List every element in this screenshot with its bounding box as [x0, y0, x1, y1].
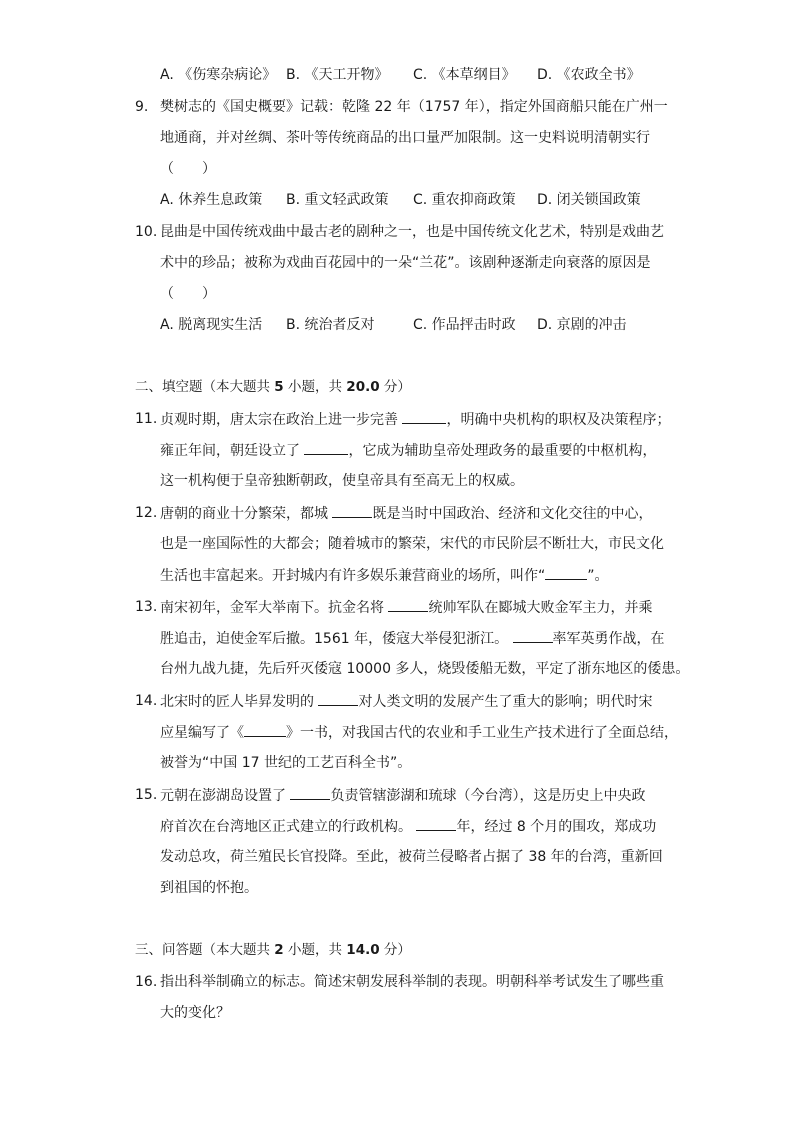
q11-text-1b: ，明确中央机构的职权及决策程序； — [446, 412, 671, 428]
q14-line-2 — [160, 722, 678, 743]
q10-number: 10. — [135, 224, 158, 240]
section-qa-heading — [135, 940, 411, 960]
q15-line-3: 发动总攻，荷兰殖民长官投降。至此，被荷兰侵略者占据了 38 年的台湾，重新回 — [160, 849, 663, 865]
q12-number: 12. — [135, 505, 158, 521]
section3-mid: 小题，共 — [283, 942, 347, 958]
section-fill-in-heading — [135, 377, 411, 397]
section2-prefix: 二、填空题（本大题共 — [135, 379, 275, 395]
q11-text-2b: ，它成为辅助皇帝处理政务的最重要的中枢机构， — [348, 443, 657, 459]
q10-line-2: 术中的珍品；被称为戏曲百花园中的一朵“兰花”。该剧种逐渐走向衰落的原因是 — [160, 255, 651, 271]
q10-line-1: 昆曲是中国传统戏曲中最古老的剧种之一，也是中国传统文化艺术，特别是戏曲艺 — [160, 224, 664, 240]
q13-line-1 — [160, 597, 652, 618]
q15-text-2b: 年，经过 8 个月的围攻，郑成功 — [456, 819, 657, 835]
section2-suffix: 分） — [379, 379, 411, 395]
q13-blank-2[interactable] — [513, 628, 553, 643]
q15-blank-1[interactable] — [290, 785, 330, 800]
q12-line-3 — [160, 565, 609, 586]
q12-text-1b: 既是当时中国政治、经济和文化交往的中心， — [372, 506, 653, 522]
q13-text-1b: 统帅军队在郾城大败金军主力，并乘 — [428, 600, 653, 616]
q13-text-2b: 率军英勇作战，在 — [552, 631, 665, 647]
q15-blank-2[interactable] — [416, 816, 456, 831]
q9-option-d: D. 闭关锁国政策 — [537, 192, 641, 208]
q16-number: 16. — [135, 974, 158, 990]
q12-text-3b: ”。 — [587, 568, 609, 584]
q11-line-2 — [160, 440, 656, 461]
q14-text-1a: 北宋时的匠人毕昇发明的 — [160, 694, 319, 710]
q11-blank-2[interactable] — [304, 440, 348, 455]
q10-option-c: C. 作品抨击时政 — [413, 317, 516, 333]
q9-option-a: A. 休养生息政策 — [160, 192, 263, 208]
q12-line-1 — [160, 503, 652, 524]
q14-number: 14. — [135, 693, 158, 709]
q15-number: 15. — [135, 787, 158, 803]
q14-blank-1[interactable] — [318, 691, 358, 706]
q14-line-3: 被誉为“中国 17 世纪的工艺百科全书”。 — [160, 755, 412, 771]
q11-number: 11. — [135, 411, 158, 427]
q12-blank-2[interactable] — [545, 565, 587, 580]
q14-line-1 — [160, 691, 652, 712]
q13-text-1a: 南宋初年，金军大举南下。抗金名将 — [160, 600, 389, 616]
q13-line-3: 台州九战九捷，先后歼灭倭寇 10000 多人，烧毁倭船无数，平定了浙东地区的倭患。 — [160, 661, 690, 677]
q10-option-b: B. 统治者反对 — [286, 317, 375, 333]
section2-mid: 小题，共 — [283, 379, 347, 395]
q14-text-2b: 》一书，对我国古代的农业和手工业生产技术进行了全面总结， — [286, 725, 678, 741]
q15-line-2 — [160, 816, 656, 837]
q12-blank-1[interactable] — [332, 503, 372, 518]
q14-blank-2[interactable] — [244, 722, 286, 737]
q9-number: 9. — [135, 99, 149, 115]
q8-option-b: B. 《天工开物》 — [286, 67, 389, 83]
q8-option-c: C. 《本草纲目》 — [413, 67, 516, 83]
q9-option-c: C. 重农抑商政策 — [413, 192, 516, 208]
section2-count: 5 — [274, 379, 284, 395]
q14-text-2a: 应星编写了《 — [160, 725, 244, 741]
q16-line-2: 大的变化？ — [160, 1005, 230, 1021]
section3-score: 14.0 — [346, 942, 380, 958]
q11-text-1a: 贞观时期，唐太宗在政治上进一步完善 — [160, 412, 403, 428]
q13-blank-1[interactable] — [388, 597, 428, 612]
q11-blank-1[interactable] — [402, 409, 446, 424]
q15-line-1 — [160, 785, 645, 806]
q12-line-2: 也是一座国际性的大都会；随着城市的繁荣，宋代的市民阶层不断壮大，市民文化 — [160, 536, 664, 552]
q14-text-1b: 对人类文明的发展产生了重大的影响；明代时宋 — [358, 694, 653, 710]
q13-line-2 — [160, 628, 665, 649]
q9-line-3: （ ） — [160, 161, 216, 177]
q10-line-3: （ ） — [160, 286, 216, 302]
q9-line-2: 地通商，并对丝绸、茶叶等传统商品的出口量严加限制。这一史料说明清朝实行 — [160, 130, 650, 146]
q15-text-1a: 元朝在澎湖岛设置了 — [160, 788, 291, 804]
q15-text-1b: 负责管辖澎湖和琉球（今台湾），这是历史上中央政 — [330, 788, 646, 804]
q8-option-a: A. 《伤寒杂病论》 — [160, 67, 277, 83]
q10-option-d: D. 京剧的冲击 — [537, 317, 627, 333]
q12-text-3a: 生活也丰富起来。开封城内有许多娱乐兼营商业的场所，叫作“ — [160, 568, 546, 584]
q16-line-1: 指出科举制确立的标志。简述宋朝发展科举制的表现。明朝科举考试发生了哪些重 — [160, 974, 664, 990]
q15-line-4: 到祖国的怀抱。 — [160, 880, 258, 896]
section3-count: 2 — [274, 942, 284, 958]
q11-line-1 — [160, 409, 670, 430]
q8-option-d: D. 《农政全书》 — [537, 67, 641, 83]
q15-text-2a: 府首次在台湾地区正式建立的行政机构。 — [160, 819, 417, 835]
section3-suffix: 分） — [379, 942, 411, 958]
section3-prefix: 三、问答题（本大题共 — [135, 942, 275, 958]
q13-number: 13. — [135, 599, 158, 615]
q9-option-b: B. 重文轻武政策 — [286, 192, 389, 208]
q13-text-2a: 胜追击，迫使金军后撤。1561 年，倭寇大举侵犯浙江。 — [160, 631, 513, 647]
q11-text-2a: 雍正年间，朝廷设立了 — [160, 443, 305, 459]
q12-text-1a: 唐朝的商业十分繁荣，都城 — [160, 506, 333, 522]
q10-option-a: A. 脱离现实生活 — [160, 317, 263, 333]
q11-line-3: 这一机构便于皇帝独断朝政，使皇帝具有至高无上的权威。 — [160, 473, 524, 489]
section2-score: 20.0 — [346, 379, 380, 395]
q9-line-1: 樊树志的《国史概要》记载：乾隆 22 年（1757 年），指定外国商船只能在广州一 — [160, 99, 668, 115]
